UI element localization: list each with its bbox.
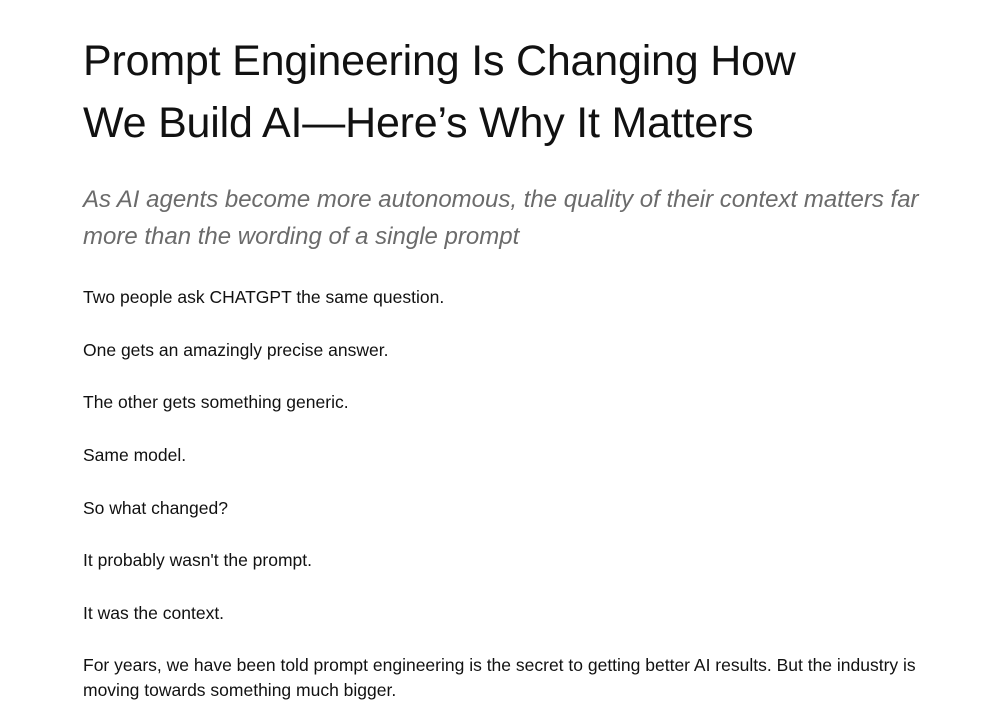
paragraph: The other gets something generic.	[83, 392, 349, 412]
paragraph: Same model.	[83, 445, 187, 465]
paragraph: So what changed?	[83, 498, 228, 518]
paragraph: One gets an amazingly precise answer.	[83, 340, 389, 360]
paragraph: It was the context.	[83, 603, 225, 623]
article-title-line-1: Prompt Engineering Is Changing How	[83, 37, 796, 85]
article-subtitle: As AI agents become more autonomous, the quality of their context matters far more than the wording of a single prompt	[83, 186, 919, 250]
paragraph: It probably wasn't the prompt.	[83, 550, 313, 570]
paragraph: For years, we have been told prompt engineering is the secret to getting better AI results. But the industry is moving towards something much bigger.	[83, 655, 916, 700]
article-title-line-2: We Build AI—Here’s Why It Matters	[83, 99, 754, 147]
paragraph: Two people ask CHATGPT the same question.	[83, 287, 445, 307]
article-title	[83, 30, 943, 154]
